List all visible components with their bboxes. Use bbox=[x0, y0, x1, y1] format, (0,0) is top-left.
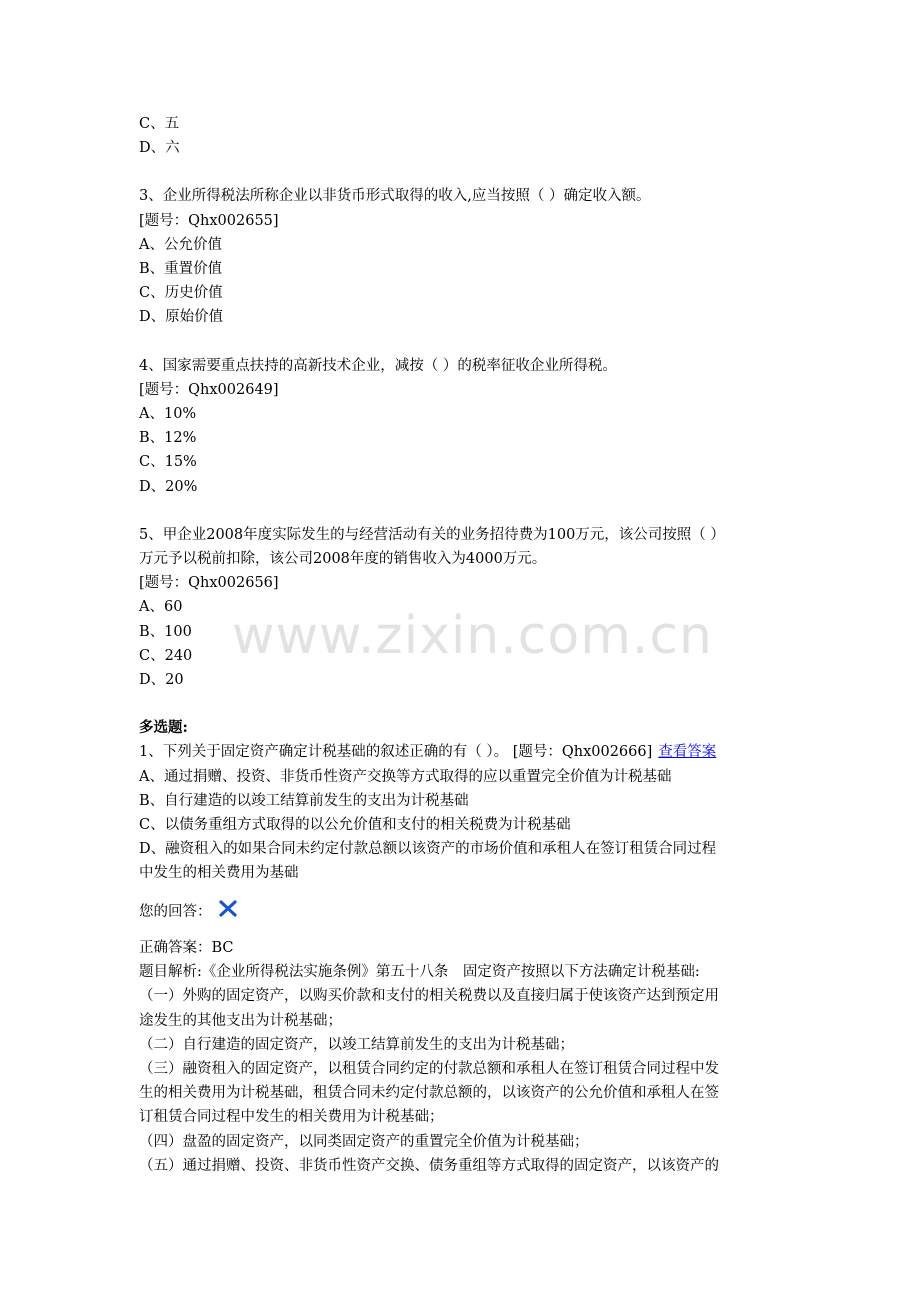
question-id: [题号：Qhx002655] bbox=[139, 212, 279, 229]
question-stem: 3、企业所得税法所称企业以非货币形式取得的收入,应当按照（ ）确定收入额。 bbox=[139, 188, 651, 205]
option-d: D、融资租入的如果合同未约定付款总额以该资产的市场价值和承租人在签订租赁合同过程 bbox=[139, 841, 717, 858]
option-b: B、100 bbox=[139, 623, 192, 640]
analysis-line: （二）自行建造的固定资产，以竣工结算前发生的支出为计税基础； bbox=[139, 1036, 574, 1053]
option-c: C、15% bbox=[139, 454, 197, 471]
analysis-line: （一）外购的固定资产，以购买价款和支付的相关税费以及直接归属于使该资产达到预定用 bbox=[139, 988, 719, 1005]
analysis-line: （五）通过捐赠、投资、非货币性资产交换、债务重组等方式取得的固定资产，以该资产的 bbox=[139, 1157, 719, 1174]
option-d: D、原始价值 bbox=[139, 309, 224, 326]
question-stem: 4、国家需要重点扶持的高新技术企业，减按（ ）的税率征收企业所得税。 bbox=[139, 357, 617, 374]
multi-choice-section bbox=[139, 716, 789, 1178]
correct-answer: 正确答案：BC bbox=[139, 939, 234, 956]
analysis-line: （四）盘盈的固定资产，以同类固定资产的重置完全价值为计税基础； bbox=[139, 1133, 589, 1150]
option-c: C、以债务重组方式取得的以公允价值和支付的相关税费为计税基础 bbox=[139, 817, 571, 834]
question-5 bbox=[139, 523, 789, 692]
option-b: B、重置价值 bbox=[139, 261, 223, 278]
analysis-line: 生的相关费用为计税基础，租赁合同未约定付款总额的，以该资产的公允价值和承租人在签 bbox=[139, 1085, 719, 1102]
multi-question-1 bbox=[139, 740, 789, 764]
analysis-line: （三）融资租入的固定资产，以租赁合同约定的付款总额和承租人在签订租赁合同过程中发 bbox=[139, 1060, 719, 1077]
analysis-line: 题目解析:《企业所得税法实施条例》第五十八条 固定资产按照以下方法确定计税基础: bbox=[139, 964, 700, 981]
option-a: A、10% bbox=[139, 406, 197, 423]
option-a: A、60 bbox=[139, 599, 183, 616]
x-icon bbox=[218, 899, 238, 919]
your-answer-row bbox=[139, 900, 789, 924]
option-c: C、五 bbox=[139, 116, 180, 132]
section-title: 多选题: bbox=[139, 719, 188, 737]
option-d: D、六 bbox=[139, 140, 180, 157]
option-d: D、20 bbox=[139, 672, 184, 689]
q2-options bbox=[139, 112, 789, 160]
option-c: C、历史价值 bbox=[139, 285, 223, 302]
analysis-block bbox=[139, 960, 789, 1178]
question-4 bbox=[139, 354, 789, 499]
option-b: B、自行建造的以竣工结算前发生的支出为计税基础 bbox=[139, 792, 469, 809]
option-b: B、12% bbox=[139, 430, 197, 447]
your-answer-label: 您的回答： bbox=[139, 903, 212, 920]
view-answer-link[interactable]: 查看答案 bbox=[658, 744, 717, 761]
document-body bbox=[139, 112, 789, 1178]
question-3 bbox=[139, 184, 789, 329]
watermark-text: www.zixin.com.cn bbox=[232, 606, 713, 666]
question-stem: 1、下列关于固定资产确定计税基础的叙述正确的有（ ）。 [题号：Qhx002666] bbox=[139, 744, 653, 761]
question-stem: 5、甲企业2008年度实际发生的与经营活动有关的业务招待费为100万元，该公司按照（ ） bbox=[139, 526, 725, 543]
option-c: C、240 bbox=[139, 647, 193, 664]
option-d-cont: 中发生的相关费用为基础 bbox=[139, 865, 299, 882]
question-id: [题号：Qhx002656] bbox=[139, 575, 279, 592]
analysis-line: 途发生的其他支出为计税基础； bbox=[139, 1012, 342, 1029]
option-d: D、20% bbox=[139, 478, 198, 495]
analysis-line: 订租赁合同过程中发生的相关费用为计税基础； bbox=[139, 1109, 444, 1126]
question-stem-cont: 万元予以税前扣除，该公司2008年度的销售收入为4000万元。 bbox=[139, 551, 547, 568]
question-id: [题号：Qhx002649] bbox=[139, 381, 279, 398]
option-a: A、公允价值 bbox=[139, 236, 222, 253]
option-a: A、通过捐赠、投资、非货币性资产交换等方式取得的应以重置完全价值为计税基础 bbox=[139, 768, 672, 785]
